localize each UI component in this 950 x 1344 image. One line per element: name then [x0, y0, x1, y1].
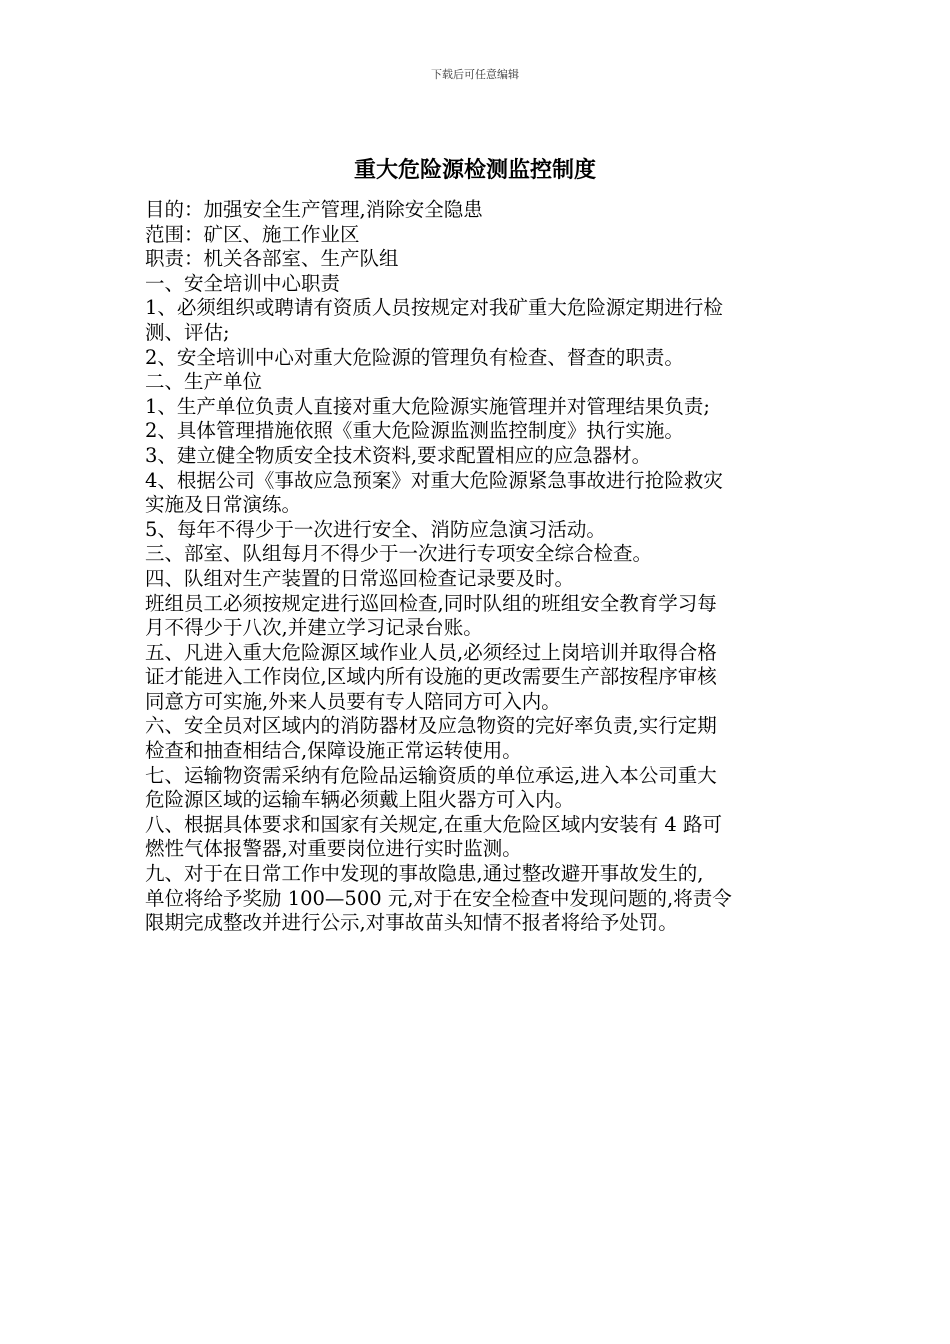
body-line: 同意方可实施,外来人员要有专人陪同方可入内。 [145, 689, 561, 713]
body-line: 5、每年不得少于一次进行安全、消防应急演习活动。 [145, 517, 606, 541]
body-line: 实施及日常演练。 [145, 493, 302, 517]
body-line: 范围：矿区、施工作业区 [145, 222, 360, 246]
body-line: 1、必须组织或聘请有资质人员按规定对我矿重大危险源定期进行检 [145, 296, 723, 320]
body-line: 2、具体管理措施依照《重大危险源监测监控制度》执行实施。 [145, 419, 684, 443]
body-line: 燃性气体报警器,对重要岗位进行实时监测。 [145, 837, 522, 861]
section-heading: 一、安全培训中心职责 [145, 271, 341, 295]
body-line: 月不得少于八次,并建立学习记录台账。 [145, 616, 483, 640]
body-line: 班组员工必须按规定进行巡回检查,同时队组的班组安全教育学习每 [145, 591, 717, 615]
section-heading: 二、生产单位 [145, 370, 263, 394]
section-heading: 六、安全员对区域内的消防器材及应急物资的完好率负责,实行定期 [145, 714, 717, 738]
body-line: 3、建立健全物质安全技术资料,要求配置相应的应急器材。 [145, 443, 652, 467]
body-line: 检查和抽查相结合,保障设施正常运转使用。 [145, 739, 522, 763]
body-line: 4、根据公司《事故应急预案》对重大危险源紧急事故进行抢险救灾 [145, 468, 723, 492]
body-line: 目的：加强安全生产管理,消除安全隐患 [145, 198, 483, 221]
section-heading: 八、根据具体要求和国家有关规定,在重大危险区域内安装有 4 路可 [145, 812, 723, 836]
document-title: 重大危险源检测监控制度 [353, 157, 596, 183]
body-line: 证才能进入工作岗位,区域内所有设施的更改需要生产部按程序审核 [145, 665, 717, 689]
section-heading: 三、部室、队组每月不得少于一次进行专项安全综合检查。 [145, 542, 653, 566]
document-body [145, 198, 813, 936]
body-line: 危险源区域的运输车辆必须戴上阻火器方可入内。 [145, 788, 575, 812]
body-line: 限期完成整改并进行公示,对事故苗头知情不报者将给予处罚。 [145, 911, 678, 935]
body-line: 单位将给予奖励 100—500 元,对于在安全检查中发现问题的,将责令 [145, 886, 732, 910]
body-line: 2、安全培训中心对重大危险源的管理负有检查、督查的职责。 [145, 345, 684, 369]
section-heading: 五、凡进入重大危险源区域作业人员,必须经过上岗培训并取得合格 [145, 640, 717, 664]
section-heading: 九、对于在日常工作中发现的事故隐患,通过整改避开事故发生的, [145, 862, 704, 886]
body-line: 1、生产单位负责人直接对重大危险源实施管理并对管理结果负责; [145, 394, 710, 418]
header-note: 下载后可任意编辑 [431, 68, 519, 81]
section-heading: 七、运输物资需采纳有危险品运输资质的单位承运,进入本公司重大 [145, 763, 717, 787]
body-line: 职责：机关各部室、生产队组 [145, 247, 399, 271]
body-line: 测、评估; [145, 320, 230, 344]
section-heading: 四、队组对生产装置的日常巡回检查记录要及时。 [145, 566, 575, 590]
